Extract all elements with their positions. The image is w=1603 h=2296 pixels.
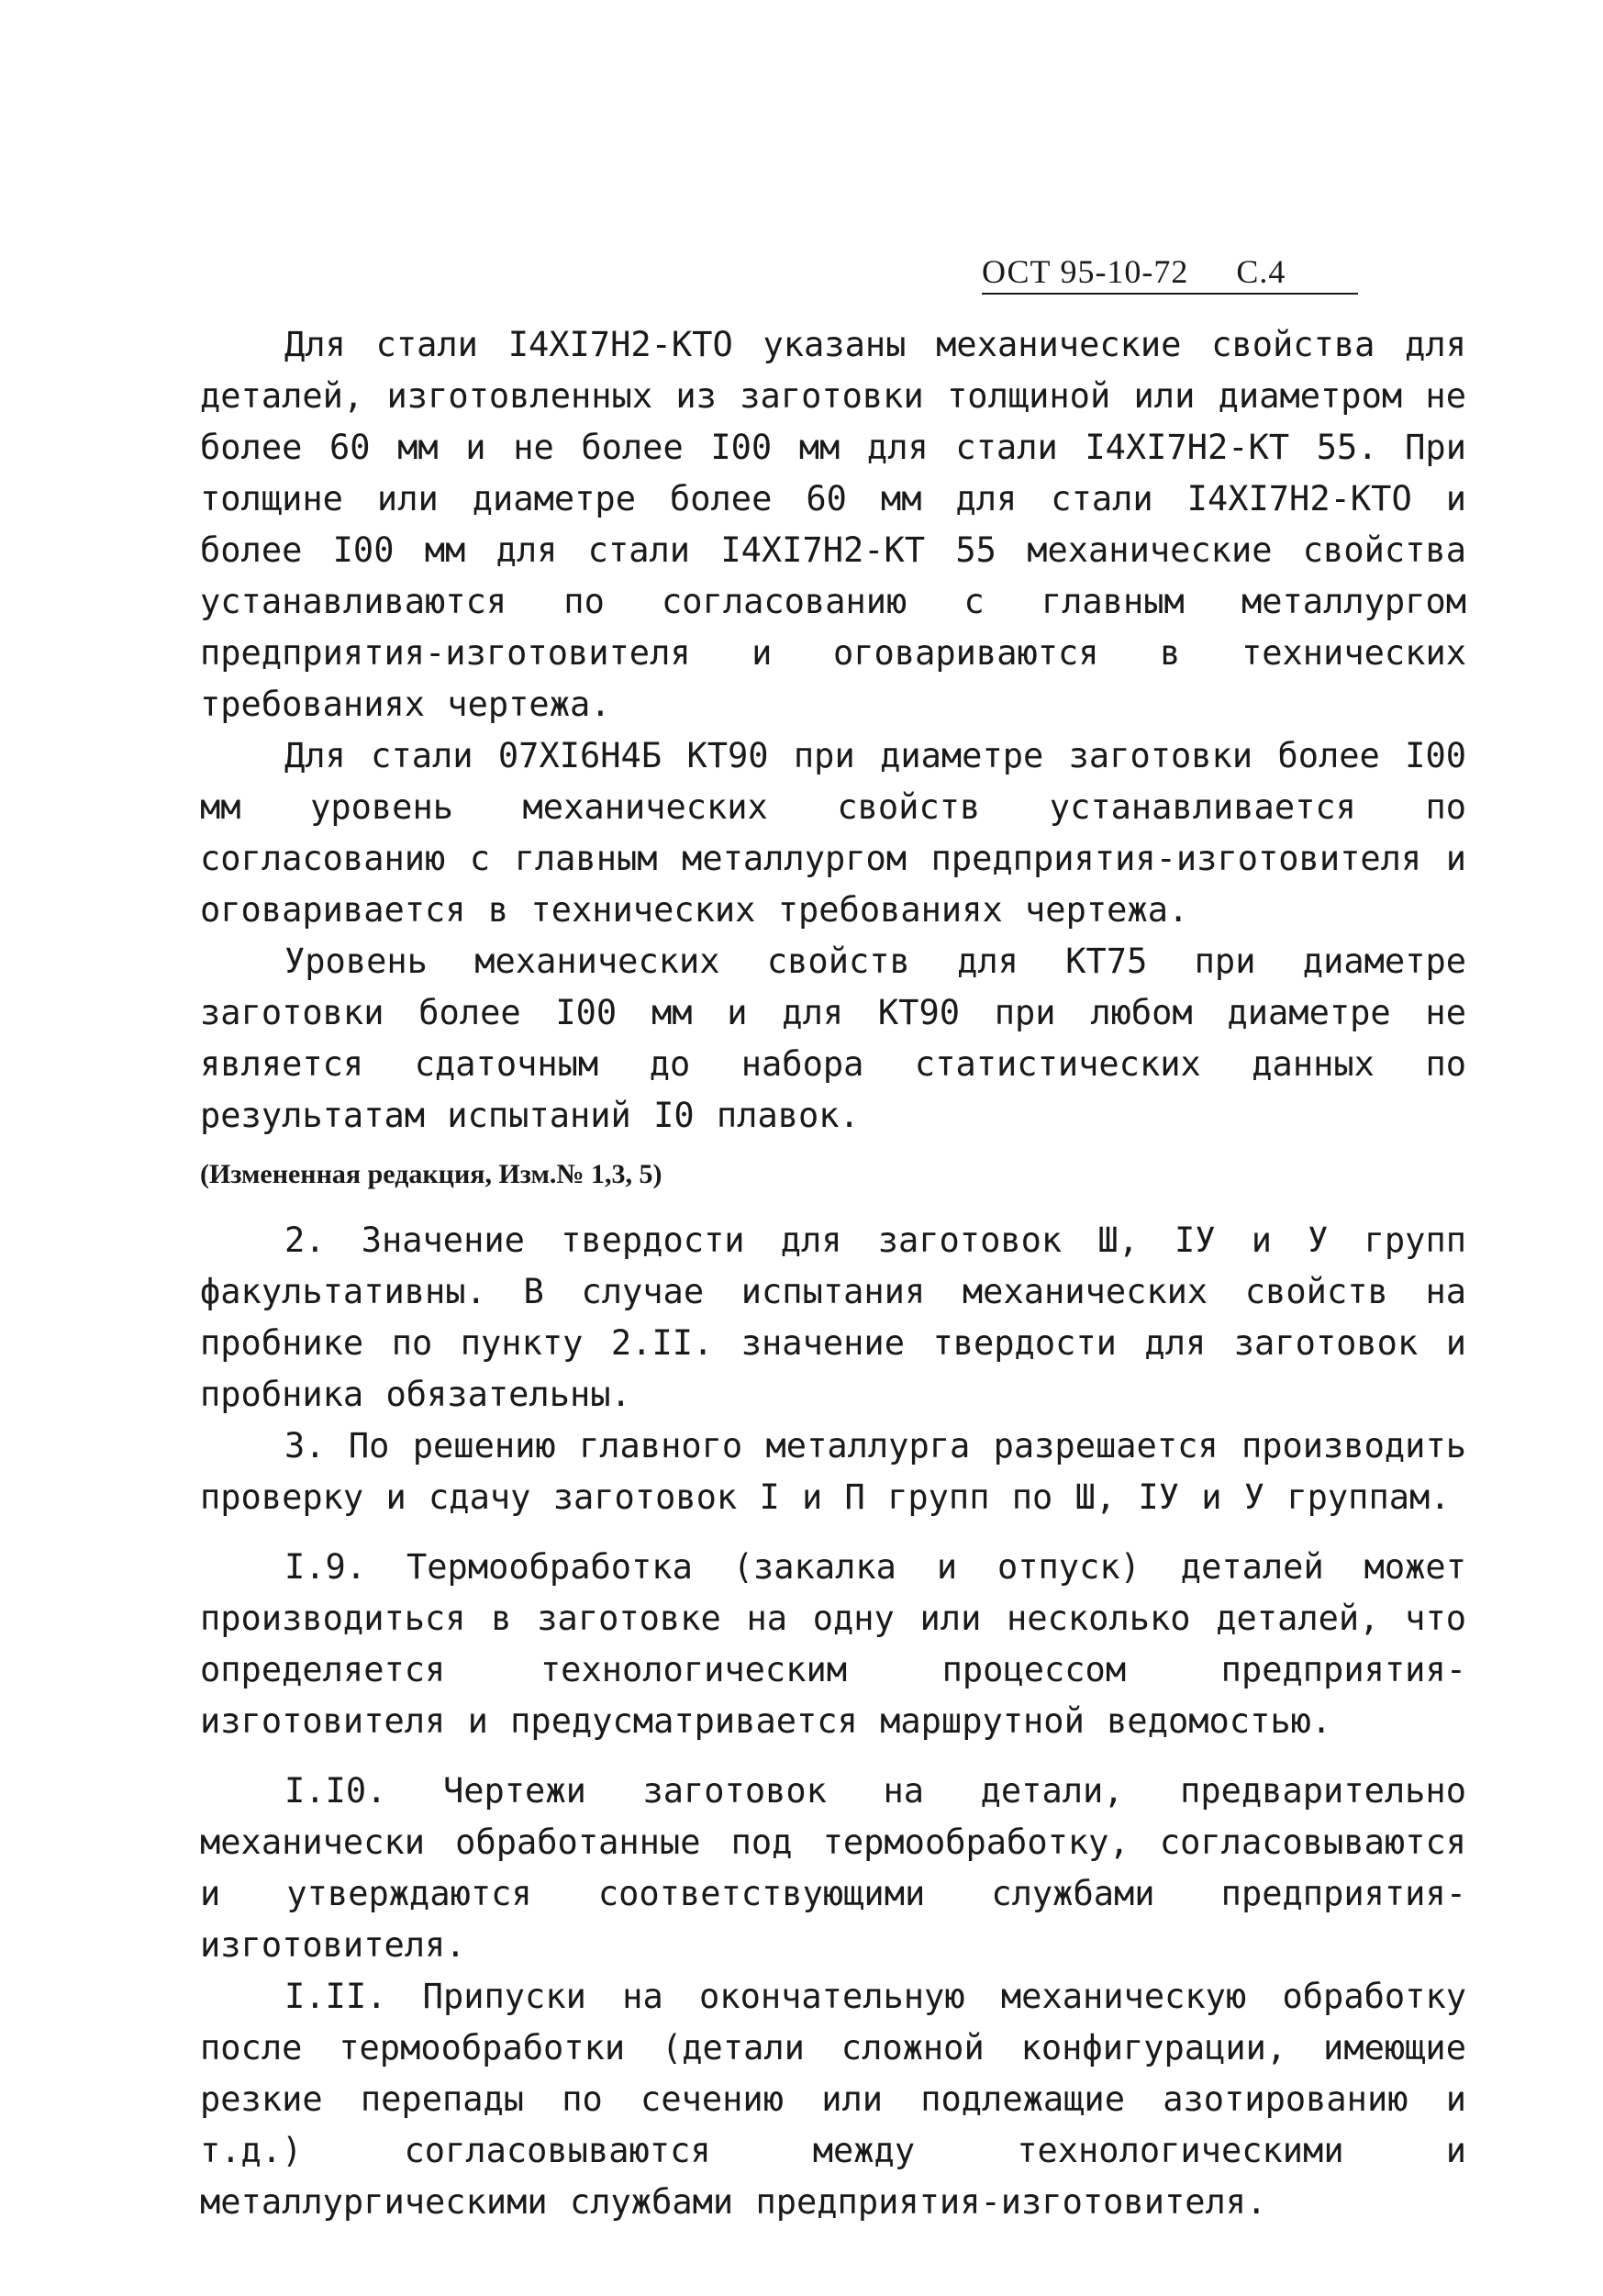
revision-note: (Измененная редакция, Изм.№ 1,3, 5) <box>200 1159 662 1189</box>
clause-1-9-heat-treatment: I.9. Термообработка (закалка и отпуск) деталей может производиться в заготовке на одну или несколько деталей, что определяется технологическим процессом предприятия-изготовителя и предусматривается маршрутной ведомостью. <box>200 1547 1466 1741</box>
clause-1-11-allowances: I.II. Припуски на окончательную механическую обработку после термообработки (детали сложной конфигурации, имеющие резкие перепады по сечению или подлежащие азотированию и т.д.) согласовываются между технологическими и металлургическими службами предприятия-изготовителя. <box>200 1977 1466 2222</box>
item-3-chief-metallurgist: 3. По решению главного металлурга разрешается производить проверку и сдачу заготовок I и П групп по Ш, IУ и У группам. <box>200 1426 1466 1517</box>
item-2-hardness: 2. Значение твердости для заготовок Ш, IУ и У групп факультативны. В случае испытания механических свойств на пробнике по пункту 2.II. значение твердости для заготовок и пробника обязательны. <box>200 1220 1466 1414</box>
paragraph-mechanical-properties-level: Уровень механических свойств для КТ75 при диаметре заготовки более I00 мм и для КТ90 при любом диаметре не является сдаточным до набора статистических данных по результатам испытаний I0 плавок. <box>200 942 1466 1135</box>
paragraph-steel-07x16h4b: Для стали 07XI6H4Б КТ90 при диаметре заготовки более I00 мм уровень механических свойств устанавливается по согласованию с главным металлургом предприятия-изготовителя и оговаривается в технических требованиях чертежа. <box>200 736 1466 930</box>
page-header <box>982 252 1358 295</box>
paragraph-steel-14x17h2: Для стали I4XI7H2-KTO указаны механические свойства для деталей, изготовленных из заготовки толщиной или диаметром не более 60 мм и не более I00 мм для стали I4XI7H2-KT 55. При толщине или диаметре более 60 мм для стали I4XI7H2-KTO и более I00 мм для стали I4XI7H2-KT 55 механические свойства устанавливаются по согласованию с главным металлургом предприятия-изготовителя и оговариваются в технических требованиях чертежа. <box>200 325 1466 724</box>
clause-1-10-drawings: I.I0. Чертежи заготовок на детали, предварительно механически обработанные под термообработку, согласовываются и утверждаются соответствующими службами предприятия-изготовителя. <box>200 1771 1466 1965</box>
page-number: С.4 <box>1236 253 1286 290</box>
document-code: ОСТ 95-10-72 <box>982 253 1189 290</box>
document-body <box>200 319 1466 2228</box>
